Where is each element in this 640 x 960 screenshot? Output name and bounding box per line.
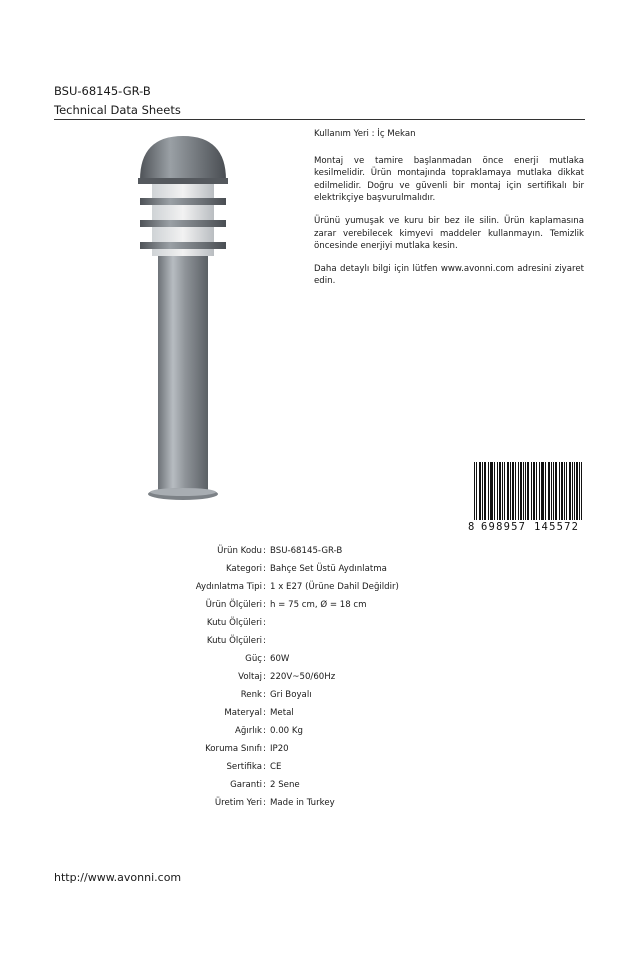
barcode-bar (474, 462, 475, 520)
usage-location: Kullanım Yeri : İç Mekan (314, 129, 416, 139)
spec-colon: : (263, 726, 266, 736)
barcode-bar (542, 462, 543, 520)
barcode-bar (566, 462, 567, 520)
barcode-bar (494, 462, 495, 520)
barcode-bar (572, 462, 573, 520)
barcode-bar (499, 462, 500, 520)
spec-value: 1 x E27 (Ürüne Dahil Değildir) (270, 582, 399, 592)
spec-colon: : (263, 708, 266, 718)
spec-row (54, 672, 454, 684)
barcode-bar (581, 462, 582, 520)
spec-row (54, 726, 454, 738)
barcode-bar (527, 462, 528, 520)
spec-colon: : (263, 780, 266, 790)
barcode-bar (512, 462, 513, 520)
barcode-bar (549, 462, 550, 520)
spec-colon: : (263, 618, 266, 628)
barcode-bar (543, 462, 544, 520)
barcode-bar (504, 462, 505, 520)
spec-label: Voltaj (238, 672, 262, 682)
barcode-bar (531, 462, 532, 520)
barcode-bar (518, 462, 519, 520)
spec-value: CE (270, 762, 282, 772)
spec-value: 220V~50/60Hz (270, 672, 336, 682)
barcode-bar (556, 462, 557, 520)
spec-label: Materyal (224, 708, 262, 718)
barcode-bar (479, 462, 480, 520)
barcode-bar (490, 462, 491, 520)
spec-row (54, 798, 454, 810)
barcode-bar (570, 462, 571, 520)
barcode-bar (576, 462, 577, 520)
barcode-bar (577, 462, 578, 520)
spec-label: Renk (240, 690, 262, 700)
spec-row (54, 762, 454, 774)
barcode-bar (536, 462, 537, 520)
spec-value: BSU-68145-GR-B (270, 546, 343, 556)
product-code-title: BSU-68145-GR-B (54, 84, 151, 98)
spec-row (54, 582, 454, 594)
barcode-bar (555, 462, 556, 520)
installation-warning: Montaj ve tamire başlanmadan önce enerji mutlaka kesilmelidir. Ürün montajında topraklamaya mutlaka dikkat edilmelidir. Doğru ve güvenli bir montaj için sertifikalı bir elektrikçiye başvurulmalıdır. (314, 155, 584, 204)
barcode-bar (521, 462, 522, 520)
barcode-bar (488, 462, 489, 520)
spec-colon: : (263, 672, 266, 682)
spec-row (54, 546, 454, 558)
footer-url[interactable]: http://www.avonni.com (54, 871, 182, 884)
barcode-bar (561, 462, 562, 520)
spec-row (54, 690, 454, 702)
barcode-bar (491, 462, 492, 520)
cleaning-instructions: Ürünü yumuşak ve kuru bir bez ile silin. Ürün kaplamasına zarar verebilecek kimyevi maddeler kullanmayın. Temizlik öncesinde enerjiyi mutlaka kesin. (314, 215, 584, 252)
spec-label: Kutu Ölçüleri (206, 636, 262, 646)
barcode-bar (559, 462, 560, 520)
spec-value: Metal (270, 708, 294, 718)
barcode-bar (476, 462, 477, 520)
spec-label: Ürün Ölçüleri (205, 600, 262, 610)
barcode-digit-prefix: 8 (468, 521, 475, 532)
barcode-bar (507, 462, 508, 520)
spec-value: Bahçe Set Üstü Aydınlatma (270, 564, 387, 574)
spec-colon: : (263, 744, 266, 754)
barcode-bar (569, 462, 570, 520)
spec-row (54, 654, 454, 666)
barcode-bar (541, 462, 542, 520)
spec-label: Ürün Kodu (217, 546, 262, 556)
barcode-bar (480, 462, 481, 520)
barcode-bar (539, 462, 540, 520)
more-info-note: Daha detaylı bilgi için lütfen www.avonni.com adresini ziyaret edin. (314, 263, 584, 287)
barcode-bar (492, 462, 493, 520)
spec-value: h = 75 cm, Ø = 18 cm (270, 600, 367, 610)
spec-label: Aydınlatma Tipi (195, 582, 262, 592)
document-subtitle: Technical Data Sheets (54, 103, 181, 117)
product-image (128, 128, 238, 508)
barcode-bar (553, 462, 554, 520)
spec-value: 0.00 Kg (270, 726, 303, 736)
spec-value: 2 Sene (270, 780, 300, 790)
spec-colon: : (263, 636, 266, 646)
spec-row (54, 708, 454, 720)
barcode-bar (551, 462, 552, 520)
spec-label: Sertifika (226, 762, 262, 772)
barcode-bar (545, 462, 546, 520)
barcode-bar (564, 462, 565, 520)
barcode-bar (533, 462, 534, 520)
spec-value: Gri Boyalı (270, 690, 312, 700)
barcode-bar (574, 462, 575, 520)
barcode-bar (515, 462, 516, 520)
barcode-bar (500, 462, 501, 520)
info-panel (314, 128, 584, 298)
spec-colon: : (263, 546, 266, 556)
spec-label: Ağırlık (234, 726, 262, 736)
spec-colon: : (263, 582, 266, 592)
barcode-bar (484, 462, 485, 520)
spec-row (54, 780, 454, 792)
barcode-bar (502, 462, 503, 520)
spec-colon: : (263, 798, 266, 808)
barcode-digits-right: 145572 (534, 521, 578, 532)
spec-colon: : (263, 762, 266, 772)
spec-row (54, 744, 454, 756)
spec-label: Koruma Sınıfı (205, 744, 262, 754)
barcode-bar (508, 462, 509, 520)
spec-label: Güç (245, 654, 262, 664)
header-divider (54, 119, 585, 120)
spec-row (54, 636, 454, 648)
spec-colon: : (263, 600, 266, 610)
barcode-bar (513, 462, 514, 520)
barcode (466, 462, 584, 532)
spec-row (54, 600, 454, 612)
barcode-bar (534, 462, 535, 520)
spec-label: Üretim Yeri (214, 798, 262, 808)
barcode-bar (482, 462, 483, 520)
spec-value: IP20 (270, 744, 289, 754)
barcode-bar (548, 462, 549, 520)
spec-colon: : (263, 690, 266, 700)
spec-colon: : (263, 564, 266, 574)
spec-label: Garanti (230, 780, 262, 790)
barcode-bar (579, 462, 580, 520)
barcode-bar (485, 462, 486, 520)
barcode-bar (528, 462, 529, 520)
spec-label: Kutu Ölçüleri (206, 618, 262, 628)
spec-colon: : (263, 654, 266, 664)
barcode-bar (520, 462, 521, 520)
spec-row (54, 618, 454, 630)
spec-row (54, 564, 454, 576)
barcode-digits-left: 698957 (481, 521, 525, 532)
barcode-bar (525, 462, 526, 520)
spec-label: Kategori (225, 564, 262, 574)
spec-value: Made in Turkey (270, 798, 335, 808)
barcode-bar (510, 462, 511, 520)
barcode-bar (562, 462, 563, 520)
barcode-bar (523, 462, 524, 520)
barcode-bar (497, 462, 498, 520)
spec-value: 60W (270, 654, 290, 664)
